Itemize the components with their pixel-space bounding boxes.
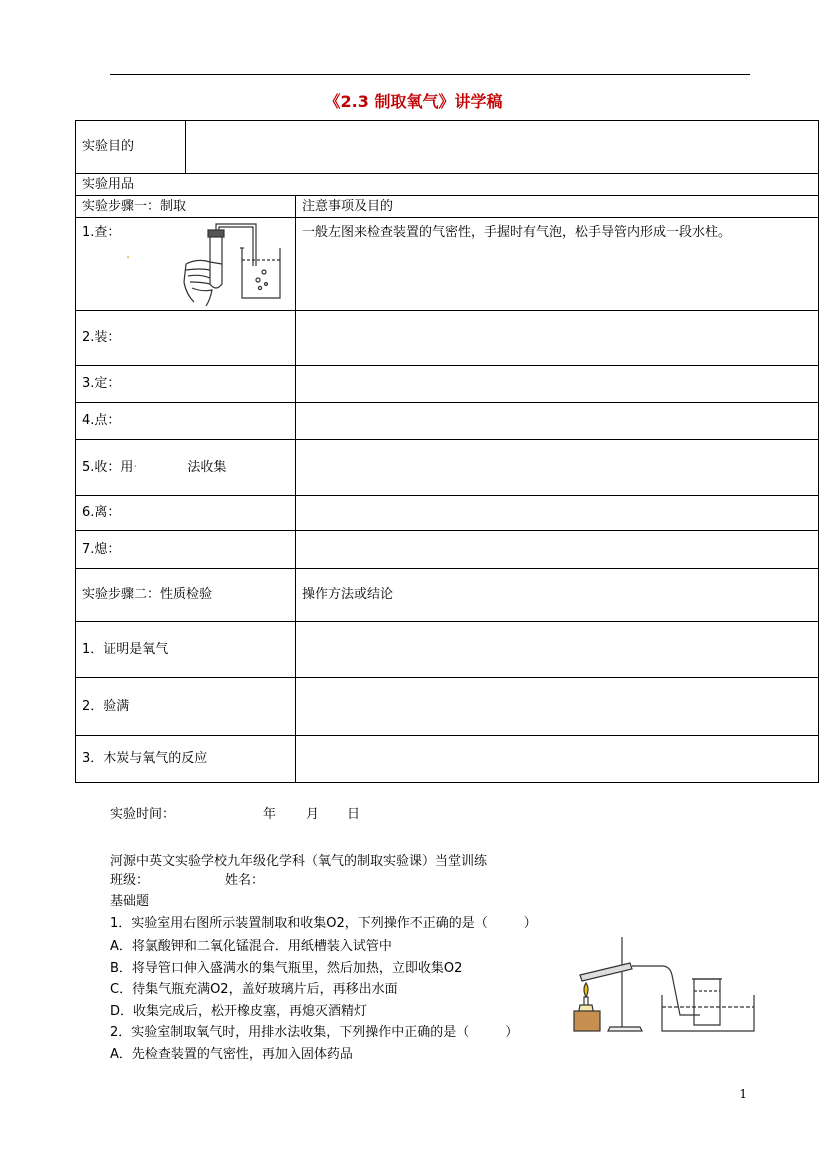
basic-section-title: 基础题: [110, 894, 150, 909]
lab-table: [75, 120, 819, 783]
page-number: 1: [739, 1087, 747, 1101]
step-label-suffix: 法收集: [187, 459, 227, 475]
materials-row: [76, 174, 819, 196]
step-collect-cell: [76, 440, 296, 496]
step-label: 2.装：: [76, 311, 296, 366]
purpose-row: [76, 121, 819, 174]
step-row: [76, 531, 819, 569]
step-note-cell[interactable]: [296, 403, 819, 440]
test-label: 3．木炭与氧气的反应: [76, 736, 296, 783]
step-row: [76, 311, 819, 366]
blank-space[interactable]: ·: [133, 459, 138, 475]
test-row: [76, 622, 819, 678]
step-note-cell[interactable]: [296, 366, 819, 403]
test-row: [76, 736, 819, 783]
step-row: [76, 440, 819, 496]
step-label: 5.收：用: [82, 459, 134, 475]
oxygen-apparatus-figure: [570, 935, 755, 1035]
step-row: [76, 366, 819, 403]
test-label: 1．证明是氧气: [76, 622, 296, 678]
purpose-label: 实验目的: [76, 121, 186, 174]
option: A．先检查装置的气密性，再加入固体药品: [110, 1047, 353, 1062]
method-header: 操作方法或结论: [296, 569, 819, 622]
question-2: [110, 1024, 518, 1042]
day-label: 日: [347, 807, 361, 822]
year-label: 年: [263, 807, 277, 822]
experiment-time-line: [110, 806, 360, 824]
step-label: 4.点：: [76, 403, 296, 440]
question-1: [110, 915, 537, 933]
option: D．收集完成后，松开橡皮塞，再熄灭酒精灯: [110, 1004, 368, 1019]
test-answer-cell[interactable]: [296, 678, 819, 736]
step1-header: 实验步骤一：制取: [76, 196, 296, 218]
step-label: 6.离：: [76, 496, 296, 531]
school-line: 河源中英文实验学校九年级化学科（氧气的制取实验课）当堂训练: [110, 854, 488, 869]
test-answer-cell[interactable]: [296, 622, 819, 678]
month-label: 月: [306, 807, 320, 822]
page-title: 《2.3 制取氧气》讲学稿: [324, 92, 503, 111]
step-note-cell[interactable]: [296, 531, 819, 569]
notes-header: 注意事项及目的: [296, 196, 819, 218]
class-label: 班级：: [110, 873, 150, 888]
question-close: ）: [523, 916, 537, 931]
step-note-cell[interactable]: 一般左图来检查装置的气密性，手握时有气泡，松手导管内形成一段水柱。: [296, 218, 819, 311]
question-text: 2．实验室制取氧气时，用排水法收集，下列操作中正确的是（: [110, 1025, 470, 1040]
step-note-cell[interactable]: [296, 311, 819, 366]
step-row: [76, 403, 819, 440]
step-note-cell[interactable]: [296, 440, 819, 496]
purpose-cell[interactable]: [186, 121, 819, 174]
option: C．待集气瓶充满O2，盖好玻璃片后，再移出水面: [110, 982, 398, 997]
step-label: 7.熄：: [76, 531, 296, 569]
step-check-cell: [76, 218, 296, 311]
step-label: 1.查：: [82, 225, 121, 240]
airtightness-check-figure: [176, 222, 296, 306]
top-rule: [110, 74, 750, 75]
step-label: 3.定：: [76, 366, 296, 403]
test-label: 2．验满: [76, 678, 296, 736]
materials-label: 实验用品: [76, 174, 819, 196]
step2-header: 实验步骤二：性质检验: [76, 569, 296, 622]
step-row: [76, 496, 819, 531]
stray-dot: ·: [126, 251, 131, 266]
time-label: 实验时间：: [110, 807, 176, 822]
option: A．将氯酸钾和二氧化锰混合．用纸槽装入试管中: [110, 939, 392, 954]
step2-header-row: [76, 569, 819, 622]
name-label: 姓名：: [225, 873, 265, 888]
question-text: 1．实验室用右图所示装置制取和收集O2，下列操作不正确的是（: [110, 916, 488, 931]
option: B．将导管口伸入盛满水的集气瓶里，然后加热，立即收集O2: [110, 961, 463, 976]
class-name-line: [110, 872, 264, 890]
step1-header-row: [76, 196, 819, 218]
step-note-cell[interactable]: [296, 496, 819, 531]
step-row: [76, 218, 819, 311]
test-answer-cell[interactable]: [296, 736, 819, 783]
question-close: ）: [505, 1025, 519, 1040]
test-row: [76, 678, 819, 736]
